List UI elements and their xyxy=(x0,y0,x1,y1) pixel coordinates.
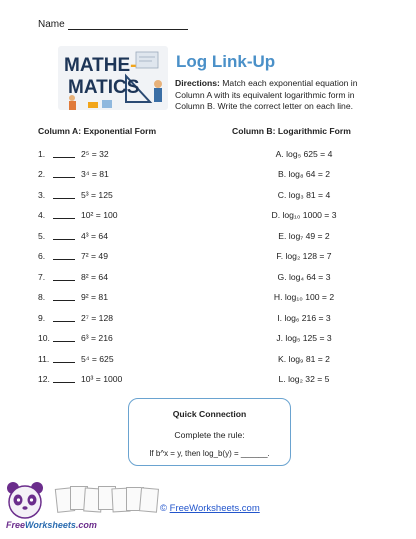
answer-blank[interactable] xyxy=(53,210,75,219)
item-number: 7. xyxy=(38,271,46,282)
name-line[interactable] xyxy=(68,20,188,30)
item-number: 6. xyxy=(38,251,46,262)
directions-label: Directions: xyxy=(175,78,220,88)
column-a-item xyxy=(38,352,198,366)
item-number: 12. xyxy=(38,373,50,384)
math-banner-image xyxy=(58,46,168,110)
column-b-item: J. log₅ 125 = 3 xyxy=(276,333,332,344)
column-a-item xyxy=(38,290,198,304)
column-a-item xyxy=(38,167,198,181)
banner-word-1: MATHE xyxy=(64,55,131,76)
quick-connection-prompt: Complete the rule: xyxy=(174,430,245,440)
column-b-item: K. log₉ 81 = 2 xyxy=(278,353,330,364)
column-a-item xyxy=(38,147,198,161)
item-number: 5. xyxy=(38,230,46,241)
column-a-item xyxy=(38,188,198,202)
copyright-symbol: © xyxy=(160,503,167,514)
footer-url[interactable]: FreeWorksheets.com xyxy=(169,503,260,514)
column-a-item xyxy=(38,331,198,345)
exponential-equation: 6³ = 216 xyxy=(81,333,113,344)
column-a-item xyxy=(38,311,198,325)
column-b-item: C. log₃ 81 = 4 xyxy=(277,189,331,200)
item-number: 8. xyxy=(38,292,46,303)
answer-blank[interactable] xyxy=(53,292,75,301)
column-a-heading: Column A: Exponential Form xyxy=(38,126,157,136)
column-b-item: D. log₁₀ 1000 = 3 xyxy=(271,210,337,221)
answer-blank[interactable] xyxy=(53,190,75,199)
exponential-equation: 4³ = 64 xyxy=(81,230,108,241)
column-b-item: F. log₂ 128 = 7 xyxy=(276,251,332,262)
answer-blank[interactable] xyxy=(53,231,75,240)
exponential-equation: 2⁵ = 32 xyxy=(81,149,109,159)
item-number: 9. xyxy=(38,312,46,323)
column-b-item: L. log₂ 32 = 5 xyxy=(278,373,330,384)
item-number: 2. xyxy=(38,169,46,180)
worksheet-stack-icon xyxy=(56,486,162,512)
column-a-item xyxy=(38,208,198,222)
footer-brand xyxy=(6,520,97,530)
column-b-item: G. log₄ 64 = 3 xyxy=(277,271,331,282)
panda-logo-icon xyxy=(4,480,46,522)
column-b-item: A. log₅ 625 = 4 xyxy=(275,149,333,159)
exponential-equation: 10³ = 1000 xyxy=(81,373,123,384)
answer-blank[interactable] xyxy=(53,374,75,383)
exponential-equation: 8² = 64 xyxy=(81,271,108,282)
answer-blank[interactable] xyxy=(53,272,75,281)
banner-word-2: MATICS xyxy=(68,77,140,98)
item-number: 1. xyxy=(38,149,46,159)
column-a-item xyxy=(38,270,198,284)
quick-connection-title: Quick Connection xyxy=(172,409,247,419)
quick-connection-rule[interactable]: If b^x = y, then log_b(y) = ______. xyxy=(149,449,270,458)
item-number: 4. xyxy=(38,210,46,221)
column-b-heading: Column B: Logarithmic Form xyxy=(232,126,351,136)
brand-part-free: Free xyxy=(6,520,26,530)
exponential-equation: 3⁴ = 81 xyxy=(81,169,109,180)
column-a-item xyxy=(38,249,198,263)
exponential-equation: 5³ = 125 xyxy=(81,189,113,200)
column-a-item xyxy=(38,229,198,243)
exponential-equation: 5⁴ = 625 xyxy=(81,353,114,364)
item-number: 10. xyxy=(38,333,50,344)
answer-blank[interactable] xyxy=(53,313,75,322)
exponential-equation: 2⁷ = 128 xyxy=(81,312,114,323)
answer-blank[interactable] xyxy=(53,251,75,260)
directions-text: Match each exponential equation in Column A with its equivalent logarithmic form in Column B. Write the correct letter on each line. xyxy=(175,78,358,112)
answer-blank[interactable] xyxy=(53,354,75,363)
item-number: 3. xyxy=(38,189,46,200)
column-b-item: I. log₆ 216 = 3 xyxy=(277,312,331,323)
exponential-equation: 10² = 100 xyxy=(81,210,118,221)
page-title: Log Link-Up xyxy=(176,52,276,71)
name-label: Name xyxy=(38,19,65,30)
exponential-equation: 9² = 81 xyxy=(81,292,108,303)
item-number: 11. xyxy=(38,353,50,364)
brand-part-worksheets: Worksheets xyxy=(25,520,76,530)
banner-hyphen: - xyxy=(130,55,137,76)
name-field xyxy=(38,19,188,30)
answer-blank[interactable] xyxy=(53,333,75,342)
answer-blank[interactable] xyxy=(53,169,75,178)
footer-link[interactable] xyxy=(160,503,260,514)
quick-connection-box xyxy=(128,398,291,466)
column-a-item xyxy=(38,372,198,386)
column-b-item: H. log₁₀ 100 = 2 xyxy=(273,292,335,303)
directions xyxy=(175,78,380,113)
column-b-item: B. log₈ 64 = 2 xyxy=(277,169,331,180)
answer-blank[interactable] xyxy=(53,149,75,158)
exponential-equation: 7² = 49 xyxy=(81,251,108,262)
column-b-item: E. log₇ 49 = 2 xyxy=(278,230,330,241)
brand-part-com: .com xyxy=(75,520,97,530)
